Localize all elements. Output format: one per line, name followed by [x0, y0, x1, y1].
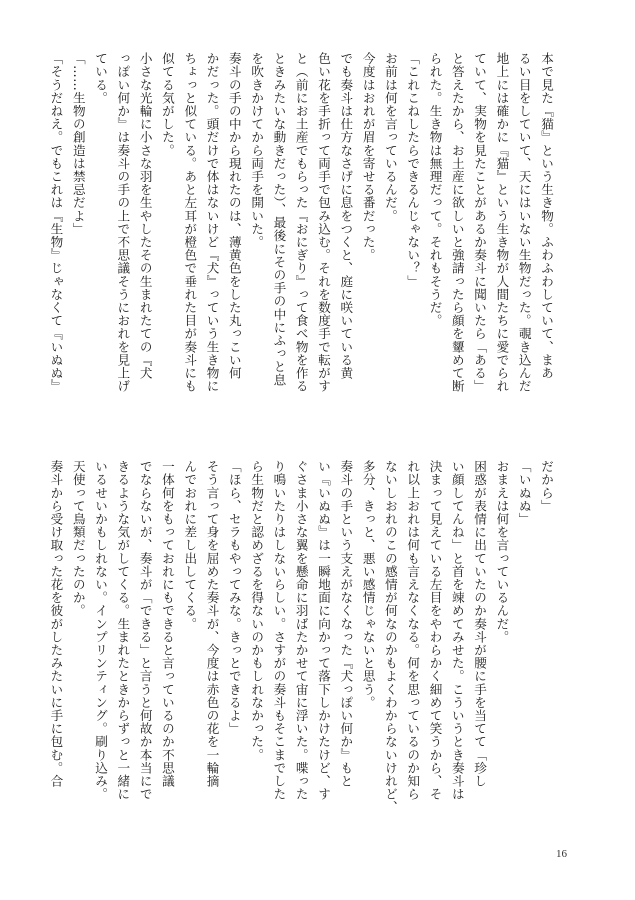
upper-text-column — [48, 52, 557, 424]
text-line: 天使って鳥類だったのか。 — [70, 460, 86, 618]
text-line: 地上には確かに『猫』という生き物が人間たちに愛でられ — [494, 52, 510, 393]
text-line: 多分、きっと、悪い感情じゃないと思う。 — [360, 460, 376, 709]
text-line: 奏斗の手の中から現れたのは、薄黄色をした丸っこい何 — [226, 52, 242, 380]
text-line: ないしおれのこの感情が何なのかもよくわからないけれど、 — [382, 460, 398, 814]
text-line: 奏斗の手という支えがなくなった『犬っぽい何か』もと — [338, 460, 354, 788]
text-line: 困惑が表情に出ていたのか奏斗が腰に手を当てて「珍し — [472, 460, 488, 788]
text-line: 「そうだねえ。でもこれは『生物』じゃなくて『いぬぬ』 — [48, 52, 64, 393]
text-line: ら生物だと認めざるを得ないのかもしれなかった。 — [249, 460, 265, 762]
text-line: ちょっと似ている。あと左耳が橙色で垂れた目が奏斗にも — [182, 52, 198, 393]
text-line: ている。 — [93, 52, 109, 105]
text-line: 決まって見えている左目をやわらかく細めて笑うから、そ — [427, 460, 443, 801]
text-line: んでおれに差し出してくる。 — [182, 460, 198, 631]
text-line: と答えたから、お土産に欲しいと強請ったら顔を顰めて断 — [449, 52, 465, 393]
text-line: ぐさま小さな翼を懸命に羽ばたかせて宙に浮いた。喋った — [293, 460, 309, 801]
text-line: 似てる気がした。 — [159, 52, 175, 157]
text-line: と（前にお土産でもらった『おにぎり』って食べ物を作る — [293, 52, 309, 393]
text-line: 今度はおれが眉を寄せる番だった。 — [360, 52, 376, 262]
text-line: だから」 — [539, 460, 554, 513]
text-line: そう言って身を屈めた奏斗が、今度は赤色の花を一輪摘 — [204, 460, 220, 788]
text-line: っぽい何か』は奏斗の手の上で不思議そうにおれを見上げ — [115, 52, 131, 393]
text-line: 奏斗から受け取った花を彼がしたみたいに手に包む。合 — [48, 460, 64, 788]
text-line: 色い花を手折って両手で包み込む。それを数度手で転がす — [316, 52, 332, 393]
text-line: を吹きかけてから両手を開いた。 — [249, 52, 265, 249]
text-line: でならないが、奏斗が「できる」と言うと何故か本当にで — [137, 460, 153, 801]
text-line: 小さな光輪に小さな羽を生やしたその生まれたての『犬 — [137, 52, 153, 380]
text-line: お前は何を言っているんだ。 — [382, 52, 398, 223]
text-line: いるせいかもしれない。インプリンティング。刷り込み。 — [93, 460, 109, 801]
text-line: 「ほら、セラもやってみな。きっとできるよ」 — [226, 460, 242, 736]
text-line: 本で見た『猫』という生き物。ふわふわしていて、まあ — [539, 52, 554, 380]
text-line: い顔してんね」と首を竦めてみせた。こういうとき奏斗は — [449, 460, 465, 801]
text-line: られた。生き物は無理だって。それもそうだ。 — [427, 52, 443, 328]
text-line: り鳴いたりはしないらしい。さすがの奏斗もそこまでした — [271, 460, 287, 801]
text-line: い『いぬぬ』は一瞬地面に向かって落下しかけたけど、す — [316, 460, 332, 801]
text-line: おまえは何を言っているんだ。 — [494, 460, 510, 644]
text-line: きるような気がしてくる。生まれたときからずっと一緒に — [115, 460, 131, 801]
text-line: ていて、実物を見たことがあるか奏斗に聞いたら「ある」 — [472, 52, 488, 393]
text-line: 「これこねしたらできるんじゃない？」 — [405, 52, 421, 288]
text-line: 一体何をもっておれにもできると言っているのか不思議 — [159, 460, 175, 788]
lower-text-column — [48, 460, 557, 835]
page-number: 16 — [556, 848, 567, 860]
text-line: 「いぬぬ」 — [516, 460, 532, 526]
text-line: でも奏斗は仕方なさげに息をつくと、庭に咲いている黄 — [338, 52, 354, 380]
text-line: かだった。頭だけで体はないけど『犬』っていう生き物に — [204, 52, 220, 393]
text-line: ときみたいな動きだった）、最後にその手の中にふっと息 — [271, 52, 287, 387]
text-line: れ以上おれは何も言えなくなる。何を思っているのか知ら — [405, 460, 421, 801]
text-line: 「……生物の創造は禁忌だよ」 — [70, 52, 86, 236]
text-line: るい目をしていて、天にはいない生物だった。覗き込んだ — [516, 52, 532, 393]
